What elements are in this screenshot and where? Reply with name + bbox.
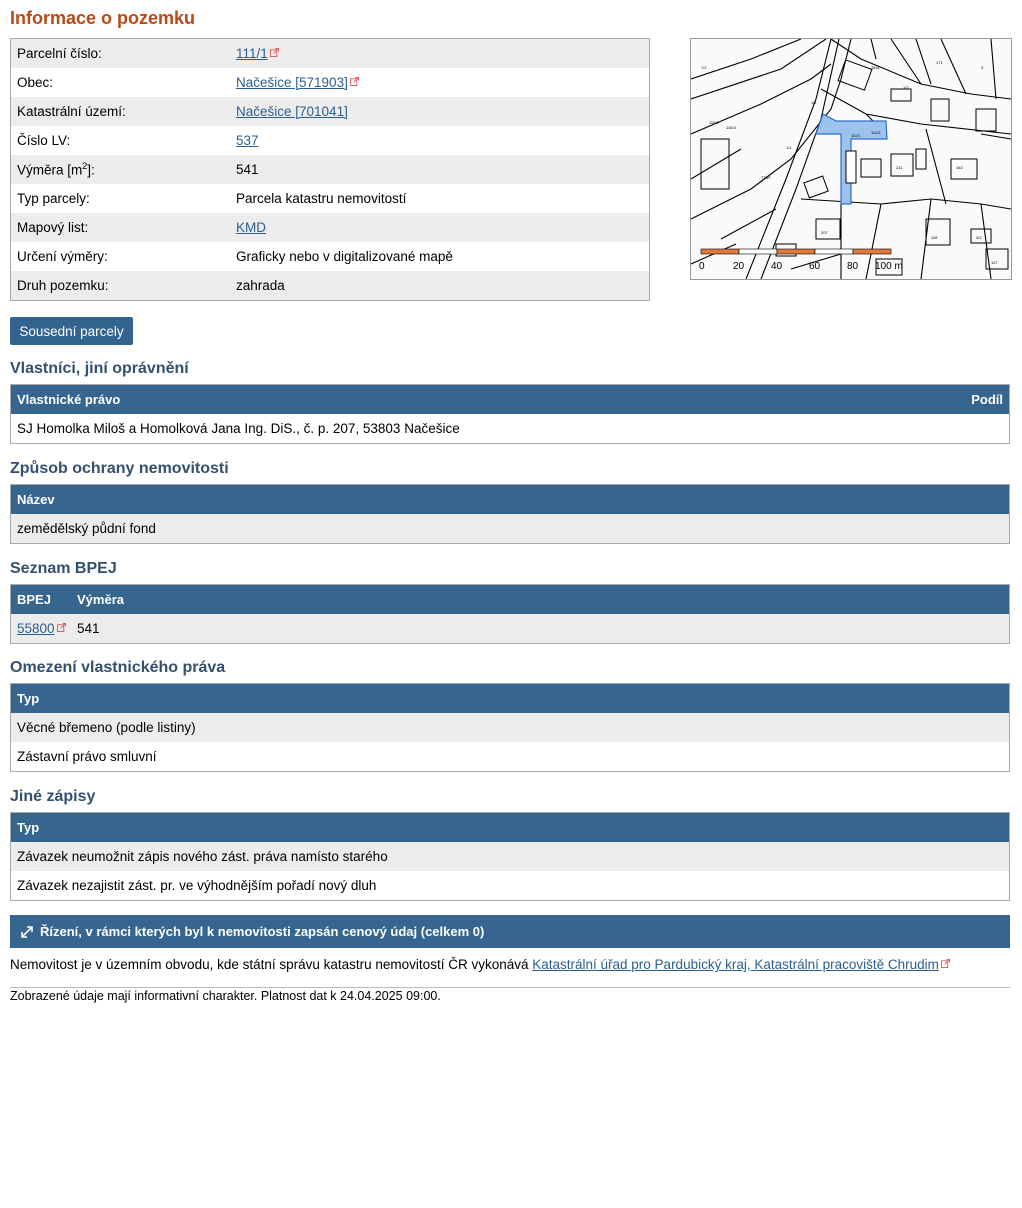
svg-text:7/2: 7/2 [701, 65, 707, 70]
map-scale-bar [701, 249, 891, 254]
map-sheet-row [11, 213, 649, 242]
land-type-row [11, 271, 649, 300]
page-title: Informace o pozemku [10, 8, 196, 28]
table-row [11, 713, 1009, 742]
svg-text:111/1: 111/1 [851, 133, 861, 138]
other-record-item: Závazek neumožnit zápis nového zást. práva namísto starého [17, 849, 388, 864]
area-determination-row [11, 242, 649, 271]
proceedings-expander[interactable] [10, 915, 1010, 948]
other-records-col-type: Typ [17, 820, 40, 835]
table-row [11, 514, 1009, 543]
other-records-heading: Jiné zápisy [10, 788, 96, 805]
bpej-header [11, 585, 1009, 614]
owner-name: SJ Homolka Miloš a Homolková Jana Ing. DiS., č. p. 207, 53803 Načešice [17, 421, 460, 436]
proceedings-label: Řízení, v rámci kterých byl k nemovitosti zapsán cenový údaj (celkem 0) [40, 924, 485, 939]
scale-label-20: 20 [733, 261, 745, 272]
area-value: 541 [236, 162, 259, 177]
other-record-item: Závazek nezajistit zást. pr. ve výhodnějším pořadí nový dluh [17, 878, 377, 893]
owners-col-right-of-ownership: Vlastnické právo [17, 392, 121, 407]
svg-text:1/1: 1/1 [786, 145, 792, 150]
restrictions-header [11, 684, 1009, 713]
parcel-type-value: Parcela katastru nemovitostí [236, 191, 407, 206]
municipality-row [11, 68, 649, 97]
svg-text:211: 211 [896, 165, 903, 170]
table-row [11, 742, 1009, 771]
restrictions-col-type: Typ [17, 691, 40, 706]
bpej-heading: Seznam BPEJ [10, 560, 117, 577]
bpej-col-area: Výměra [77, 592, 124, 607]
parcel-info-table [10, 38, 650, 301]
cadastral-map[interactable] [690, 38, 1012, 280]
svg-text:3/2: 3/2 [976, 235, 982, 240]
bpej-col-code: BPEJ [17, 592, 51, 607]
svg-text:1/2: 1/2 [903, 85, 909, 90]
svg-text:115/2: 115/2 [709, 120, 719, 125]
parcel-type-row [11, 184, 649, 213]
parcel-number-link[interactable]: 111/1 [236, 46, 268, 61]
area-determination-value: Graficky nebo v digitalizované mapě [236, 249, 453, 264]
scale-label-100: 100 m [875, 261, 903, 272]
svg-text:207: 207 [821, 230, 828, 235]
owners-heading: Vlastníci, jiní oprávnění [10, 360, 189, 377]
area-label: Výměra $[m^2]$: [17, 161, 95, 178]
parcel-type-label: Typ parcely: [17, 191, 90, 206]
table-row [11, 871, 1009, 900]
svg-text:171: 171 [936, 60, 943, 65]
bpej-code-link[interactable]: 55800 [17, 621, 55, 636]
owners-col-share: Podíl [971, 392, 1003, 407]
footer-divider [10, 987, 1010, 988]
table-row [11, 614, 1009, 643]
protection-table [10, 484, 1010, 544]
parcel-number-row [11, 39, 649, 68]
external-link-icon [270, 48, 279, 57]
svg-text:1/1: 1/1 [811, 100, 817, 105]
map-sheet-link[interactable]: KMD [236, 220, 266, 235]
land-type-label: Druh pozemku: [17, 278, 109, 293]
cadastral-area-link[interactable]: Načešice [701041] [236, 104, 348, 119]
office-note-text: Nemovitost je v územním obvodu, kde státní správu katastru nemovitostí ČR vykonává [10, 957, 533, 972]
external-link-icon [350, 77, 359, 86]
svg-text:127: 127 [991, 260, 998, 265]
cadastral-office-link[interactable]: Katastrální úřad pro Pardubický kraj, Katastrální pracoviště Chrudim [532, 957, 939, 972]
external-link-icon [57, 623, 66, 632]
area-row [11, 155, 649, 184]
protection-value: zemědělský půdní fond [17, 521, 156, 536]
restriction-item: Věcné břemeno (podle listiny) [17, 720, 196, 735]
svg-text:111/2: 111/2 [871, 130, 881, 135]
svg-text:115/3: 115/3 [726, 125, 736, 130]
scale-label-60: 60 [809, 261, 821, 272]
municipality-link[interactable]: Načešice [571903] [236, 75, 348, 90]
map-sheet-label: Mapový list: [17, 220, 89, 235]
expand-icon [20, 925, 34, 939]
owners-table [10, 384, 1010, 444]
table-row [11, 414, 1009, 443]
other-records-header [11, 813, 1009, 842]
cadastral-area-label: Katastrální území: [17, 104, 126, 119]
map-drawing [691, 39, 1011, 279]
external-link-icon [941, 959, 950, 968]
restrictions-heading: Omezení vlastnického práva [10, 659, 226, 676]
lv-number-label: Číslo LV: [17, 133, 71, 148]
protection-header [11, 485, 1009, 514]
land-type-value: zahrada [236, 278, 285, 293]
scale-label-0: 0 [699, 261, 705, 272]
svg-text:163: 163 [956, 165, 963, 170]
scale-label-80: 80 [847, 261, 859, 272]
bpej-table [10, 584, 1010, 644]
office-note [10, 957, 950, 972]
neighbor-parcels-button[interactable]: Sousední parcely [10, 317, 133, 345]
parcel-number-label: Parcelní číslo: [17, 46, 102, 61]
owners-header [11, 385, 1009, 414]
scale-label-40: 40 [771, 261, 783, 272]
table-row [11, 842, 1009, 871]
protection-heading: Způsob ochrany nemovitosti [10, 460, 229, 477]
lv-number-row [11, 126, 649, 155]
other-records-table [10, 812, 1010, 901]
footer-note: Zobrazené údaje mají informativní charakter. Platnost dat k 24.04.2025 09:00. [10, 989, 441, 1003]
svg-text:118: 118 [931, 235, 938, 240]
svg-text:3: 3 [981, 65, 984, 70]
svg-text:1641: 1641 [871, 65, 880, 70]
restrictions-table [10, 683, 1010, 772]
svg-text:775/7: 775/7 [761, 175, 772, 180]
protection-col-name: Název [17, 492, 55, 507]
cadastral-area-row [11, 97, 649, 126]
bpej-area-value: 541 [77, 621, 100, 636]
municipality-label: Obec: [17, 75, 54, 90]
area-determination-label: Určení výměry: [17, 249, 108, 264]
lv-number-link[interactable]: 537 [236, 133, 259, 148]
restriction-item: Zástavní právo smluvní [17, 749, 157, 764]
